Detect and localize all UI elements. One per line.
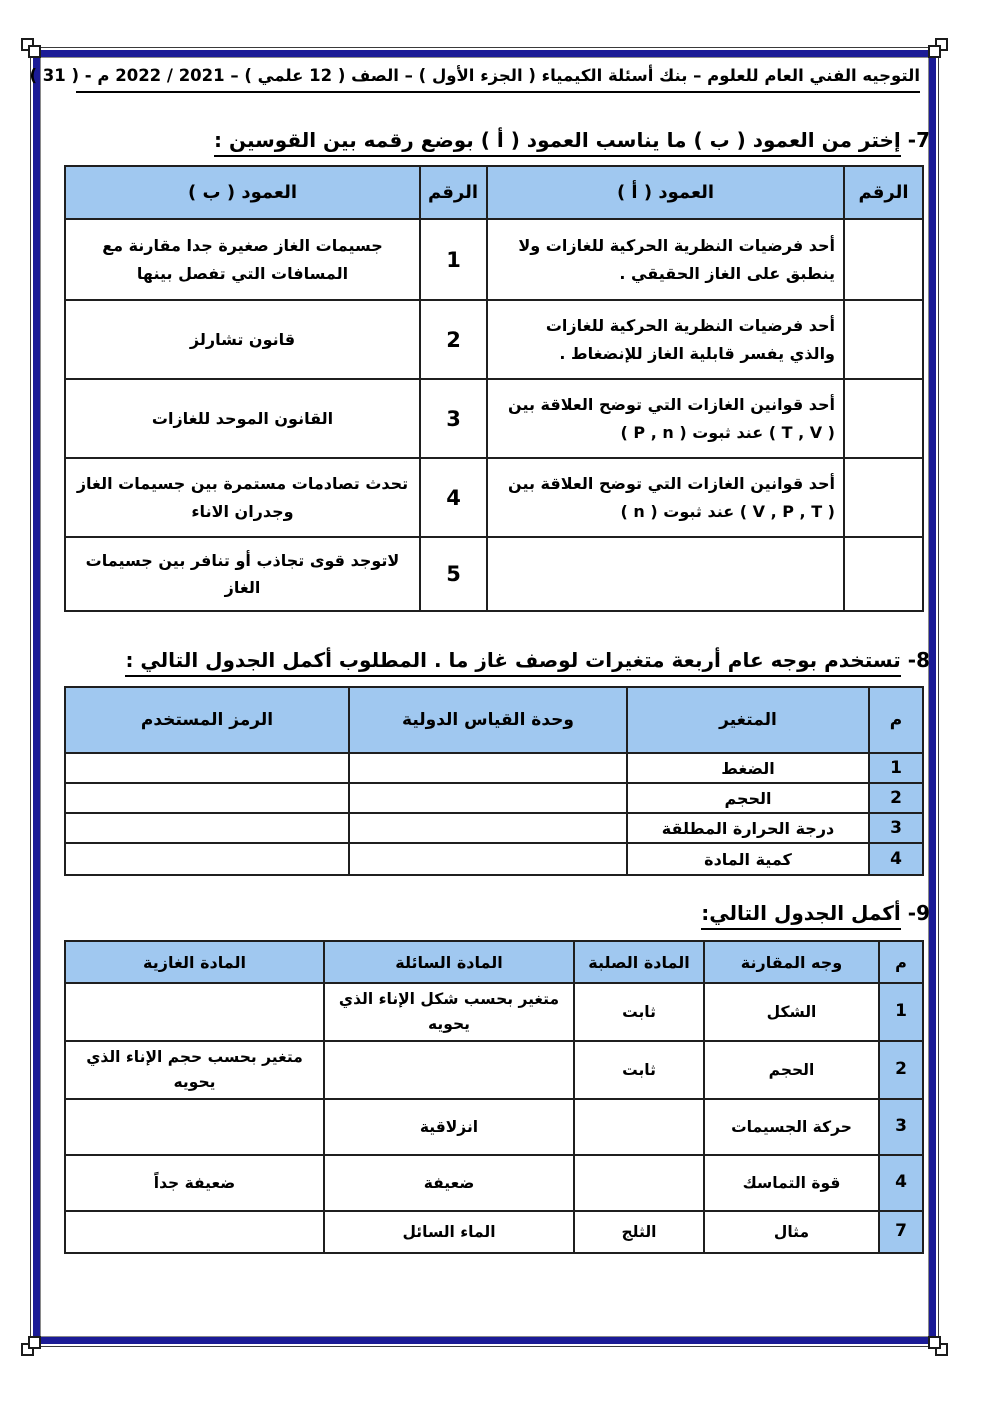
q7-header-answer-number: الرقم <box>844 166 923 219</box>
q8-header-row <box>65 687 923 753</box>
q7-header-column-a: العمود ( أ ) <box>487 166 844 219</box>
q7-item-number: 1 <box>420 219 487 300</box>
q8-symbol-blank <box>65 843 349 875</box>
q9-gas-cell <box>65 983 324 1041</box>
q7-column-b-item: تحدث تصادمات مستمرة بين جسيمات الغاز وجدران الاناء <box>65 458 420 537</box>
q8-variable-cell: الحجم <box>627 783 869 813</box>
q9-solid-cell <box>574 1155 704 1211</box>
q9-aspect-cell: الشكل <box>704 983 879 1041</box>
q9-solid-cell <box>574 1099 704 1155</box>
question-9-text: أكمل الجدول التالي: <box>701 901 901 930</box>
q9-gas-cell <box>65 1099 324 1155</box>
q7-column-a-item: أحد فرضيات النظرية الحركية للغازات ولا ينطبق على الغاز الحقيقي . <box>487 219 844 300</box>
q7-answer-blank <box>844 379 923 458</box>
q7-item-number: 2 <box>420 300 487 379</box>
q9-aspect-cell: مثال <box>704 1211 879 1253</box>
q7-row <box>65 379 923 458</box>
q8-unit-blank <box>349 813 627 843</box>
question-9-title <box>701 901 930 925</box>
q9-header-liquid: المادة السائلة <box>324 941 574 983</box>
q8-row <box>65 843 923 875</box>
q9-header-row <box>65 941 923 983</box>
q9-liquid-cell: ضعيفة <box>324 1155 574 1211</box>
q7-item-number: 5 <box>420 537 487 611</box>
q7-item-number: 4 <box>420 458 487 537</box>
q9-row <box>65 1155 923 1211</box>
q9-comparison-table <box>64 940 924 1254</box>
q7-column-a-item <box>487 537 844 611</box>
q7-column-b-item: جسيمات الغاز صغيرة جدا مقارنة مع المسافات التي تفصل بينها <box>65 219 420 300</box>
question-7-number: 7- <box>907 128 930 152</box>
q9-aspect-cell: قوة التماسك <box>704 1155 879 1211</box>
q7-matching-table <box>64 165 924 612</box>
q9-row-index: 1 <box>879 983 923 1041</box>
q8-variable-cell: كمية المادة <box>627 843 869 875</box>
q8-variable-cell: درجة الحرارة المطلقة <box>627 813 869 843</box>
q8-variables-table <box>64 686 924 876</box>
question-9-number: 9- <box>907 901 930 925</box>
document-header: التوجيه الفني العام للعلوم – بنك أسئلة الكيمياء ( الجزء الأول ) – الصف ( 12 علمي ) – 2021 / 2022 م - ( 31 ) <box>76 66 920 93</box>
q8-symbol-blank <box>65 783 349 813</box>
q9-row <box>65 1211 923 1253</box>
q7-header-row <box>65 166 923 219</box>
q8-row-index: 1 <box>869 753 923 783</box>
q8-row-index: 3 <box>869 813 923 843</box>
question-8-number: 8- <box>907 648 930 672</box>
q9-solid-cell: الثلج <box>574 1211 704 1253</box>
q8-header-symbol: الرمز المستخدم <box>65 687 349 753</box>
border-corner-ornament <box>28 45 41 58</box>
q7-item-number: 3 <box>420 379 487 458</box>
q8-row <box>65 783 923 813</box>
q9-header-index: م <box>879 941 923 983</box>
q8-symbol-blank <box>65 753 349 783</box>
q8-header-si-unit: وحدة القياس الدولية <box>349 687 627 753</box>
q9-aspect-cell: الحجم <box>704 1041 879 1099</box>
q9-liquid-cell: متغير بحسب شكل الإناء الذي يحويه <box>324 983 574 1041</box>
q7-row <box>65 458 923 537</box>
q9-row-index: 7 <box>879 1211 923 1253</box>
q7-header-column-b: العمود ( ب ) <box>65 166 420 219</box>
q9-solid-cell: ثابت <box>574 1041 704 1099</box>
q7-column-a-item: أحد قوانين الغازات التي توضح العلاقة بين ( T , V ) عند ثبوت ( P , n ) <box>487 379 844 458</box>
q8-row-index: 2 <box>869 783 923 813</box>
q9-aspect-cell: حركة الجسيمات <box>704 1099 879 1155</box>
q9-liquid-cell <box>324 1041 574 1099</box>
question-7-title <box>214 128 930 152</box>
q7-header-item-number: الرقم <box>420 166 487 219</box>
q8-header-variable: المتغير <box>627 687 869 753</box>
q9-gas-cell: متغير بحسب حجم الإناء الذي يحويه <box>65 1041 324 1099</box>
q9-liquid-cell: انزلاقية <box>324 1099 574 1155</box>
q9-header-solid: المادة الصلبة <box>574 941 704 983</box>
q7-answer-blank <box>844 300 923 379</box>
q7-column-b-item: قانون تشارلز <box>65 300 420 379</box>
q7-row <box>65 300 923 379</box>
q9-row-index: 2 <box>879 1041 923 1099</box>
q9-header-gas: المادة الغازية <box>65 941 324 983</box>
q9-row-index: 3 <box>879 1099 923 1155</box>
q9-row-index: 4 <box>879 1155 923 1211</box>
q7-column-a-item: أحد فرضيات النظرية الحركية للغازات والذي يفسر قابلية الغاز للإنضغاط . <box>487 300 844 379</box>
q8-symbol-blank <box>65 813 349 843</box>
q8-row-index: 4 <box>869 843 923 875</box>
border-corner-ornament <box>28 1336 41 1349</box>
q7-answer-blank <box>844 458 923 537</box>
q8-unit-blank <box>349 843 627 875</box>
q9-gas-cell: ضعيفة جداً <box>65 1155 324 1211</box>
q9-row <box>65 983 923 1041</box>
q8-unit-blank <box>349 753 627 783</box>
q7-row <box>65 537 923 611</box>
q7-column-b-item: لاتوجد قوى تجاذب أو تنافر بين جسيمات الغاز <box>65 537 420 611</box>
q8-unit-blank <box>349 783 627 813</box>
q9-gas-cell <box>65 1211 324 1253</box>
q9-row <box>65 1099 923 1155</box>
q8-header-index: م <box>869 687 923 753</box>
q9-header-aspect: وجه المقارنة <box>704 941 879 983</box>
q7-row <box>65 219 923 300</box>
q9-liquid-cell: الماء السائل <box>324 1211 574 1253</box>
q7-answer-blank <box>844 219 923 300</box>
q7-answer-blank <box>844 537 923 611</box>
q8-row <box>65 753 923 783</box>
q8-row <box>65 813 923 843</box>
q7-column-a-item: أحد قوانين الغازات التي توضح العلاقة بين ( V , P , T ) عند ثبوت ( n ) <box>487 458 844 537</box>
question-8-text: تستخدم بوجه عام أربعة متغيرات لوصف غاز ما . المطلوب أكمل الجدول التالي : <box>125 648 900 677</box>
q9-row <box>65 1041 923 1099</box>
q7-column-b-item: القانون الموحد للغازات <box>65 379 420 458</box>
border-corner-ornament <box>928 45 941 58</box>
border-corner-ornament <box>928 1336 941 1349</box>
question-8-title <box>125 648 930 672</box>
question-7-text: إختر من العمود ( ب ) ما يناسب العمود ( أ ) بوضع رقمه بين القوسين : <box>214 128 901 157</box>
q8-variable-cell: الضغط <box>627 753 869 783</box>
q9-solid-cell: ثابت <box>574 983 704 1041</box>
